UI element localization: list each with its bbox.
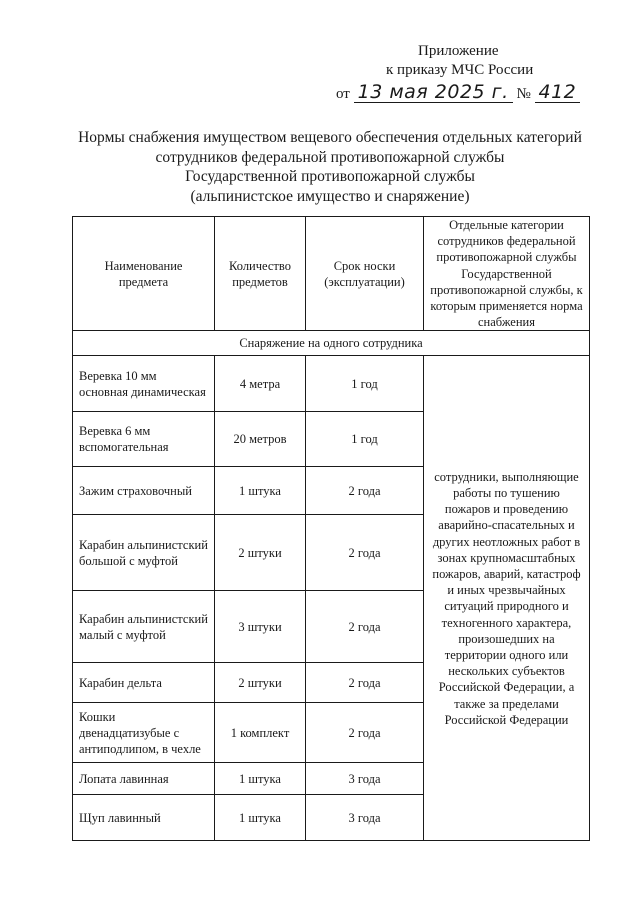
item-qty: 1 штука	[215, 795, 306, 841]
handwritten-date: 13 мая 2025 г.	[354, 82, 513, 103]
item-term: 2 года	[306, 703, 424, 763]
header-item-name: Наименование предмета	[73, 217, 215, 331]
item-term: 3 года	[306, 795, 424, 841]
title-line: сотрудников федеральной противопожарной службы	[155, 148, 505, 166]
item-qty: 2 штуки	[215, 515, 306, 591]
category-description: сотрудники, выполняющие работы по тушению пожаров и проведению аварийно-спасательных и других неотложных работ в зонах крупномасштабных пожаров, аварий, катастроф и иных чрезвычайных ситуаций природного и техногенного характера, произошедших на территории одного или нескольких субъектов Российской Федерации, а также за пределами Российской Федерации	[424, 356, 590, 841]
item-name: Щуп лавинный	[73, 795, 215, 841]
title-line: Нормы снабжения имуществом вещевого обеспечения отдельных категорий	[78, 129, 582, 146]
item-qty: 20 метров	[215, 412, 306, 467]
item-term: 1 год	[306, 412, 424, 467]
item-term: 1 год	[306, 356, 424, 412]
item-name: Карабин альпинистский малый с муфтой	[73, 591, 215, 663]
item-name: Веревка 10 мм основная динамическая	[73, 356, 215, 412]
annex-title: Приложение	[418, 43, 499, 59]
item-qty: 2 штуки	[215, 663, 306, 703]
title-line: Государственной противопожарной службы	[185, 168, 475, 185]
item-term: 2 года	[306, 663, 424, 703]
item-name: Лопата лавинная	[73, 763, 215, 795]
annex-date-line	[336, 82, 580, 104]
header-categories: Отдельные категории сотрудников федеральной противопожарной службы Государственной противопожарной службы, к которым применяется норма снабжения	[424, 217, 590, 331]
supply-norms-table	[72, 216, 590, 841]
table-header-row	[73, 217, 590, 331]
document-title	[60, 128, 600, 206]
section-row	[73, 331, 590, 356]
from-label: от	[336, 86, 350, 102]
item-qty: 4 метра	[215, 356, 306, 412]
item-qty: 1 комплект	[215, 703, 306, 763]
item-name: Карабин альпинистский большой с муфтой	[73, 515, 215, 591]
item-qty: 1 штука	[215, 763, 306, 795]
header-quantity: Количество предметов	[215, 217, 306, 331]
item-qty: 3 штуки	[215, 591, 306, 663]
annex-order-ref: к приказу МЧС России	[386, 62, 534, 78]
handwritten-number: 412	[535, 82, 581, 103]
item-name: Зажим страховочный	[73, 467, 215, 515]
item-qty: 1 штука	[215, 467, 306, 515]
section-title: Снаряжение на одного сотрудника	[73, 331, 590, 356]
item-name: Кошки двенадцатизубые с антиподлипом, в чехле	[73, 703, 215, 763]
item-term: 3 года	[306, 763, 424, 795]
item-term: 2 года	[306, 467, 424, 515]
item-term: 2 года	[306, 515, 424, 591]
header-wear-term: Срок носки (эксплуатации)	[306, 217, 424, 331]
title-line: (альпинистское имущество и снаряжение)	[190, 187, 470, 205]
item-name: Веревка 6 мм вспомогательная	[73, 412, 215, 467]
item-term: 2 года	[306, 591, 424, 663]
table-row	[73, 356, 590, 412]
number-label: №	[516, 86, 531, 102]
item-name: Карабин дельта	[73, 663, 215, 703]
